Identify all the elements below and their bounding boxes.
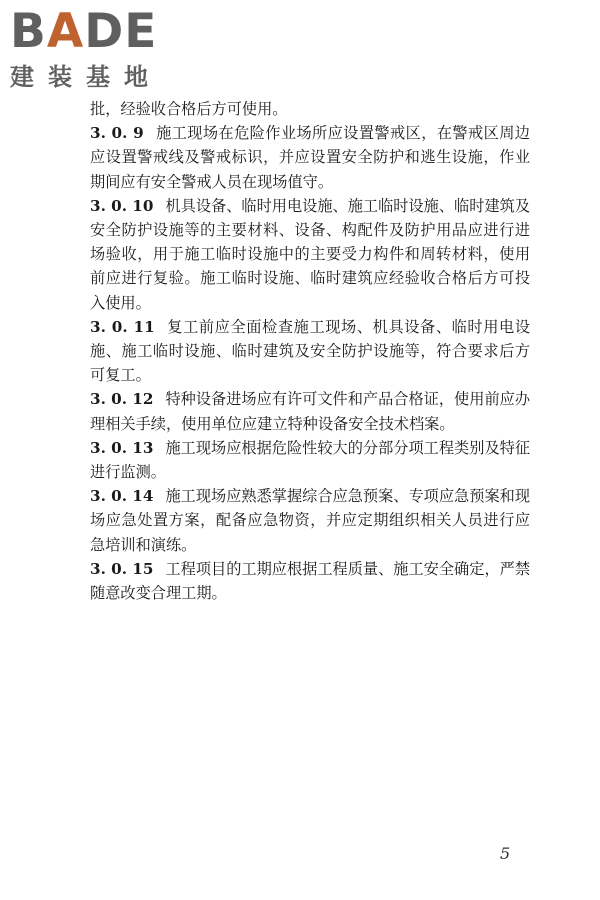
clause-text: 施工现场在危险作业场所应设置警戒区，在警戒区周边应设置警戒线及警戒标识，并应设置安全防护和逃生设施，作业期间应有安全警戒人员在现场值守。 xyxy=(90,124,530,191)
clause-3-0-11 xyxy=(90,315,530,388)
logo xyxy=(8,4,178,94)
continuation-text: 批，经验收合格后方可使用。 xyxy=(90,100,288,118)
clause-text: 施工现场应根据危险性较大的分部分项工程类别及特征进行监测。 xyxy=(90,438,531,482)
clause-number: 3. 0. 11 xyxy=(90,317,155,336)
logo-subtitle: 建装基地 xyxy=(10,63,162,91)
clause-3-0-13 xyxy=(90,436,530,484)
page-number: 5 xyxy=(500,844,511,863)
clause-text: 特种设备进场应有许可文件和产品合格证，使用前应办理相关手续，使用单位应建立特种设备安全技术档案。 xyxy=(90,390,531,433)
clause-number: 3. 0. 10 xyxy=(90,196,154,215)
clause-3-0-14 xyxy=(90,484,530,557)
clause-3-0-12 xyxy=(90,387,530,435)
clause-3-0-10 xyxy=(90,194,530,315)
logo-wordmark xyxy=(10,4,157,60)
clause-3-0-15 xyxy=(90,557,530,605)
logo-letters-de: DE xyxy=(84,4,158,59)
clause-3-0-9 xyxy=(90,121,530,194)
clause-text: 机具设备、临时用电设施、施工临时设施、临时建筑及安全防护设施等的主要材料、设备、构配件及防护用品应进行进场验收，用于施工临时设施中的主要受力构件和周转材料，使用前应进行复验。施工临时设施、临时建筑应经验收合格后方可投入使用。 xyxy=(90,196,531,312)
logo-letter-b: B xyxy=(10,4,47,59)
document-body xyxy=(90,97,530,605)
clause-number: 3. 0. 13 xyxy=(90,438,154,457)
clause-text: 施工现场应熟悉掌握综合应急预案、专项应急预案和现场应急处置方案，配备应急物资，并应定期组织相关人员进行应急培训和演练。 xyxy=(90,487,531,554)
clause-number: 3. 0. 14 xyxy=(90,487,154,506)
clause-number: 3. 0. 15 xyxy=(90,559,154,578)
logo-letter-a-accent: A xyxy=(46,4,85,59)
clause-text: 工程项目的工期应根据工程质量、施工安全确定，严禁随意改变合理工期。 xyxy=(90,559,531,603)
clause-number: 3. 0. 9 xyxy=(90,124,144,143)
clause-text: 复工前应全面检查施工现场、机具设备、临时用电设施、施工临时设施、临时建筑及安全防护设施等，符合要求后方可复工。 xyxy=(90,317,531,385)
clause-number: 3. 0. 12 xyxy=(90,390,154,409)
